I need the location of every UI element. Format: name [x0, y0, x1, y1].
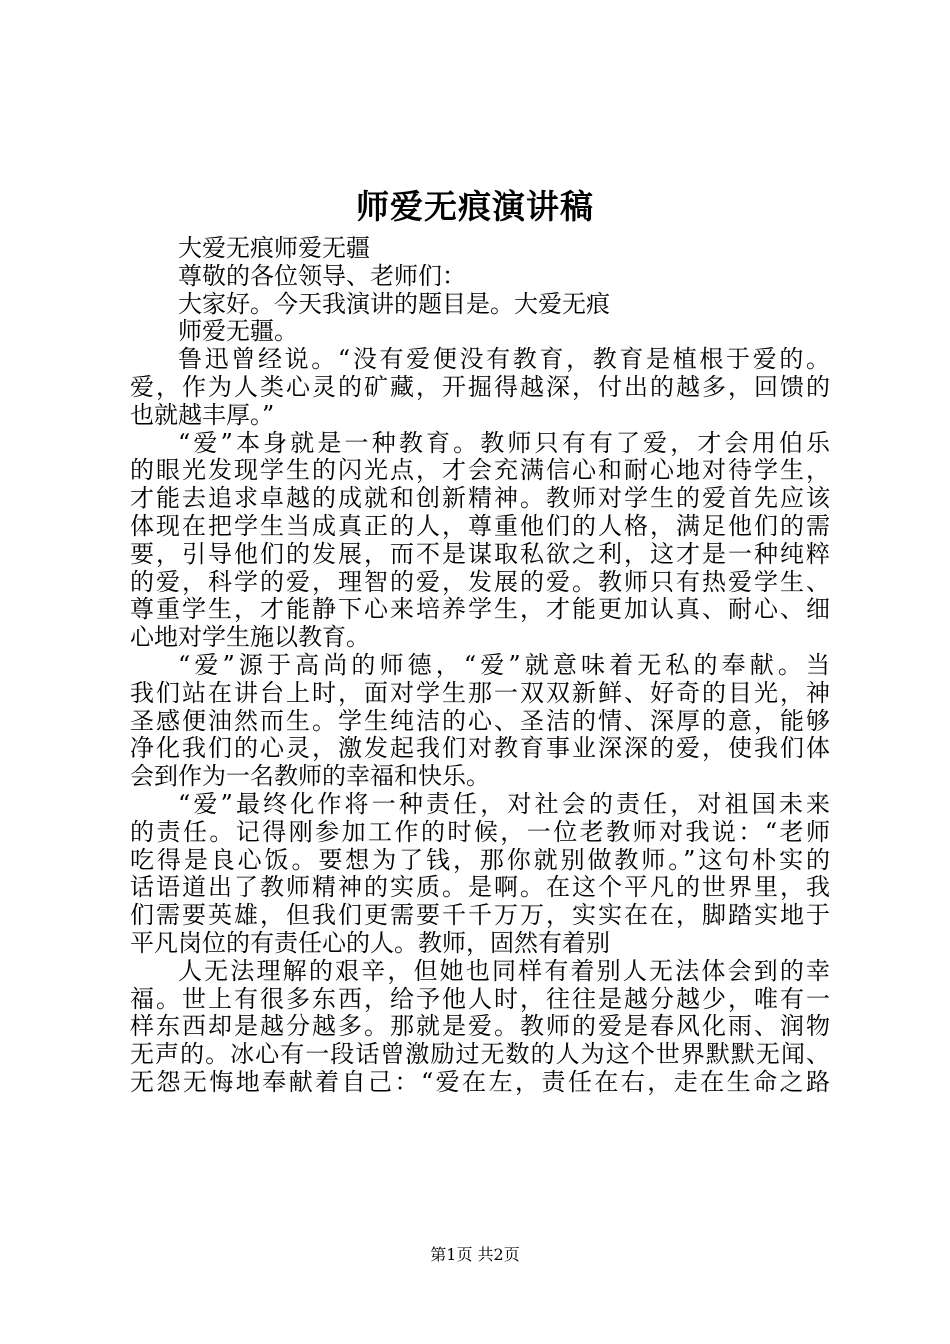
text-line: 会到作为一名教师的幸福和快乐。 — [130, 762, 490, 791]
text-line: 无声的。冰心有一段话曾激励过无数的人为这个世界默默无闻、 — [130, 1041, 830, 1069]
text-line: 净化我们的心灵，激发起我们对教育事业深深的爱，使我们体 — [130, 735, 830, 763]
page-footer: 第1页 共2页 — [430, 1245, 520, 1264]
text-line: 爱，作为人类心灵的矿藏，开掘得越深，付出的越多，回馈的 — [130, 373, 830, 401]
text-line: 平凡岗位的有责任心的人。教师，固然有着别 — [130, 928, 610, 957]
text-line: “爱”本身就是一种教育。教师只有有了爱，才会用伯乐 — [178, 429, 830, 457]
text-line: 才能去追求卓越的成就和创新精神。教师对学生的爱首先应该 — [130, 485, 830, 513]
text-line: 圣感便油然而生。学生纯洁的心、圣洁的情、深厚的意，能够 — [130, 707, 830, 735]
text-line: 无怨无悔地奉献着自己：“爱在左，责任在右，走在生命之路 — [130, 1068, 830, 1096]
text-line: “爱”源于高尚的师德，“爱”就意味着无私的奉献。当 — [178, 651, 830, 679]
text-line: 福。世上有很多东西，给予他人时，往往是越分越少，唯有一 — [130, 985, 830, 1013]
text-line: 尊敬的各位领导、老师们： — [178, 261, 466, 290]
text-line: 的责任。记得刚参加工作的时候，一位老教师对我说：“老师 — [130, 818, 830, 846]
text-line: 心地对学生施以教育。 — [130, 623, 370, 652]
text-line: 也就越丰厚。” — [130, 400, 275, 429]
text-line: 尊重学生，才能静下心来培养学生，才能更加认真、耐心、细 — [130, 596, 830, 624]
text-line: 样东西却是越分越多。那就是爱。教师的爱是春风化雨、润物 — [130, 1013, 830, 1041]
text-line: 要，引导他们的发展，而不是谋取私欲之利，这才是一种纯粹 — [130, 540, 830, 568]
text-line: 们需要英雄，但我们更需要千千万万，实实在在，脚踏实地于 — [130, 902, 830, 930]
text-line: 大爱无痕师爱无疆 — [178, 234, 370, 262]
document-body — [130, 235, 830, 1097]
text-line: 体现在把学生当成真正的人，尊重他们的人格，满足他们的需 — [130, 512, 830, 540]
text-line: 的爱，科学的爱，理智的爱，发展的爱。教师只有热爱学生、 — [130, 568, 830, 596]
text-line: 的眼光发现学生的闪光点，才会充满信心和耐心地对待学生， — [130, 457, 830, 485]
text-line: “爱”最终化作将一种责任，对社会的责任，对祖国未来 — [178, 790, 830, 818]
text-line: 师爱无疆。 — [178, 317, 298, 346]
text-line: 我们站在讲台上时，面对学生那一双双新鲜、好奇的目光，神 — [130, 679, 830, 707]
text-line: 鲁迅曾经说。“没有爱便没有教育，教育是植根于爱的。 — [178, 346, 830, 374]
text-line: 人无法理解的艰辛，但她也同样有着别人无法体会到的幸 — [178, 957, 830, 985]
text-line: 大家好。今天我演讲的题目是。大爱无痕 — [178, 289, 610, 318]
document-title: 师爱无痕演讲稿 — [356, 187, 594, 226]
text-line: 吃得是良心饭。要想为了钱，那你就别做教师。”这句朴实的 — [130, 846, 830, 874]
text-line: 话语道出了教师精神的实质。是啊。在这个平凡的世界里，我 — [130, 874, 830, 902]
